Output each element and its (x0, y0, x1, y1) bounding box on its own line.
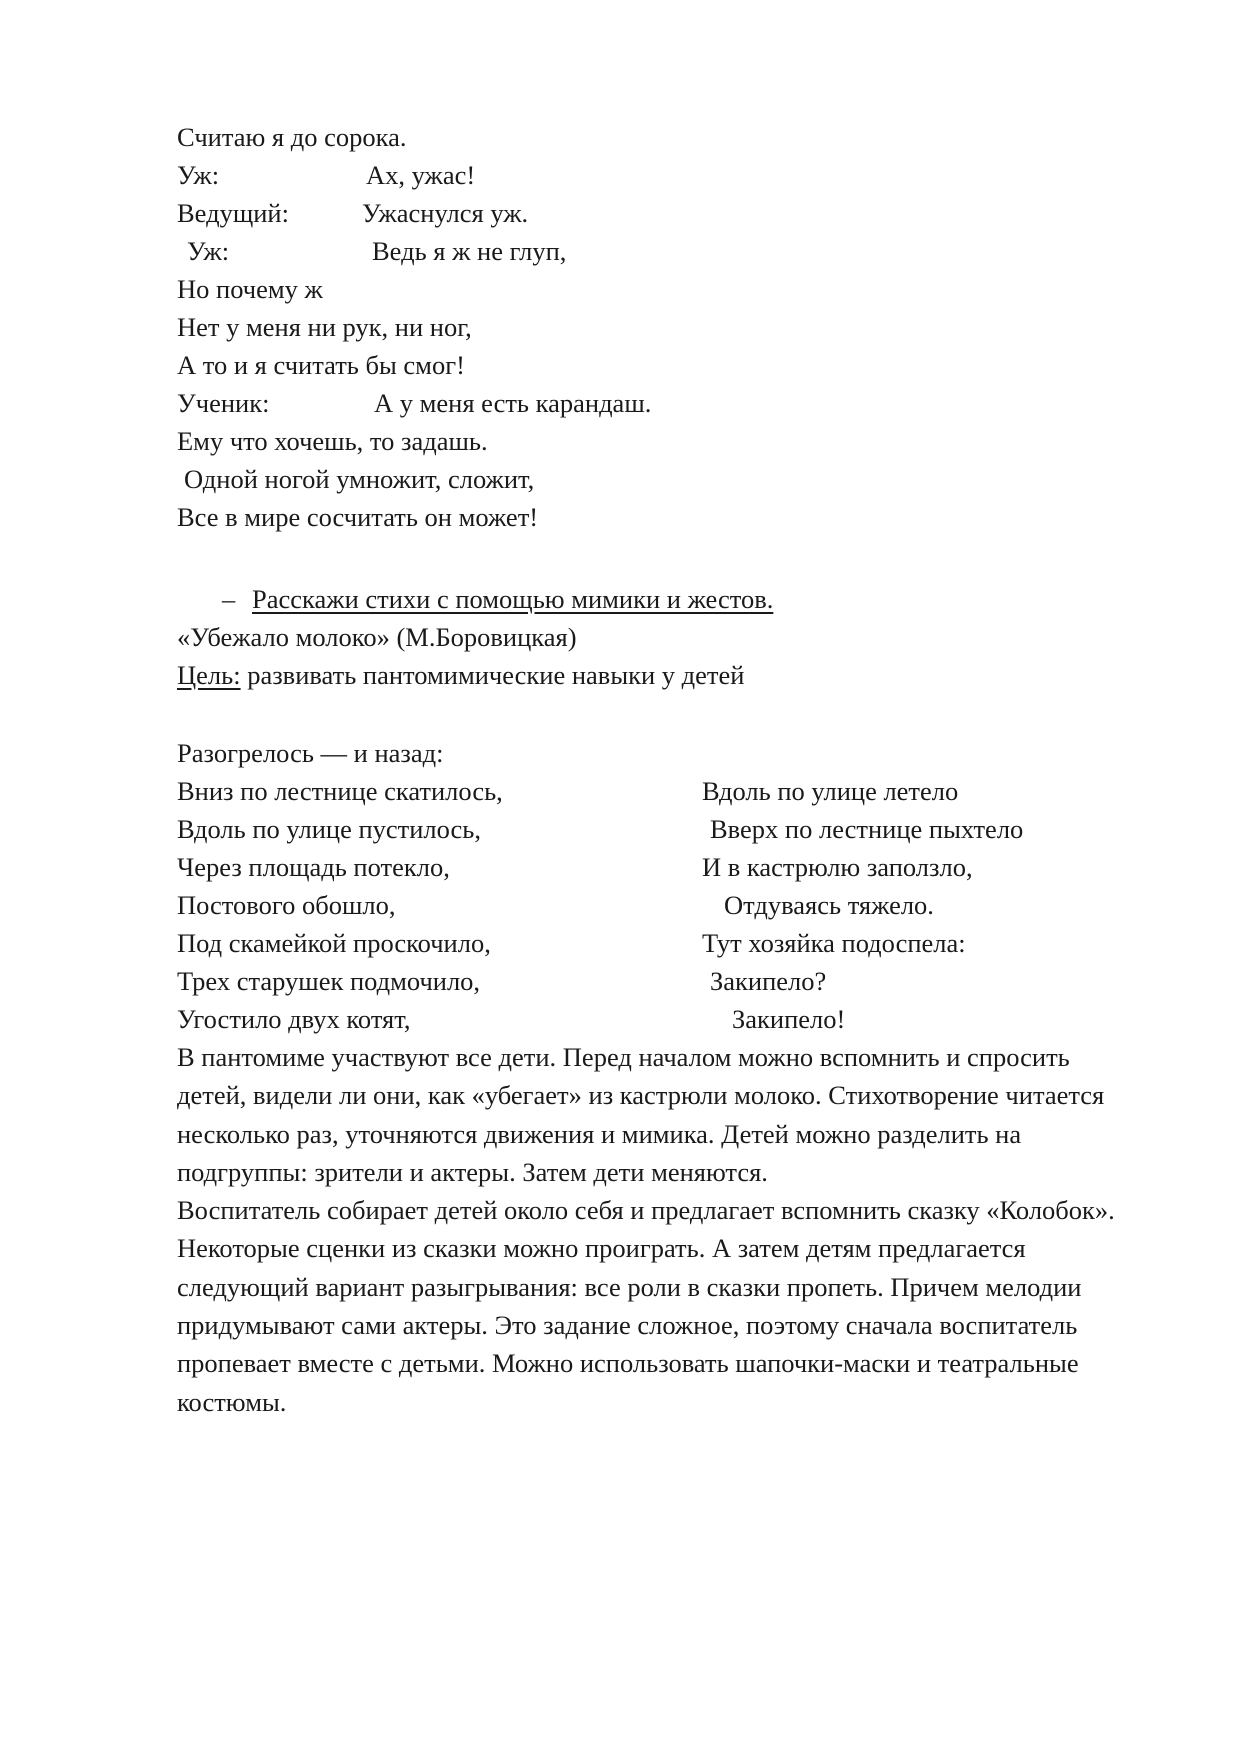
goal-label: Цель: (177, 660, 241, 690)
dialogue-line: Ему что хочешь, то задашь. (177, 426, 488, 456)
poem-right-line: Отдуваясь тяжело. (724, 890, 934, 920)
poem-right-line: Тут хозяйка подоспела: (702, 928, 966, 958)
poem-left-line: Через площадь потекло, (177, 852, 450, 882)
dialogue-speaker: Ученик: (177, 388, 270, 418)
poem-first-line: Разогрелось — и назад: (177, 738, 444, 768)
dialogue-line: Ах, ужас! (366, 160, 476, 190)
poem-left-line: Угостило двух котят, (177, 1004, 411, 1034)
dialogue-line: А то и я считать бы смог! (177, 350, 465, 380)
poem-left-line: Вдоль по улице пустилось, (177, 814, 482, 844)
body-text (177, 1038, 1137, 1421)
poem-left-line: Трех старушек подмочило, (177, 966, 481, 996)
poem-left-line: Вниз по лестнице скатилось, (177, 776, 503, 806)
poem-title: «Убежало молоко» (М.Боровицкая) (177, 622, 577, 652)
dialogue-line: Все в мире сосчитать он может! (177, 502, 539, 532)
dialogue-line: Нет у меня ни рук, ни ног, (177, 312, 472, 342)
poem-right-line: И в кастрюлю заползло, (702, 852, 973, 882)
exercise-heading: Расскажи стихи с помощью мимики и жестов. (252, 584, 774, 614)
paragraph: Воспитатель собирает детей около себя и предлагает вспомнить сказку «Колобок». Некоторые сценки из сказки можно проиграть. А затем детям предлагается следующий вариант разыгрывания: все роли в сказки пропеть. Причем мелодии придумывают сами актеры. Это задание сложное, поэтому сначала воспитатель пропевает вместе с детьми. Можно использовать шапочки-маски и театральные костюмы. (177, 1195, 1115, 1417)
dialogue-line: Ужаснулся уж. (362, 198, 529, 228)
dialogue-speaker: Уж: (187, 236, 230, 266)
list-dash: – (222, 584, 236, 614)
poem-left-line: Под скамейкой проскочило, (177, 928, 491, 958)
poem-left-line: Постового обошло, (177, 890, 396, 920)
paragraph: В пантомиме участвуют все дети. Перед началом можно вспомнить и спросить детей, видели ли они, как «убегает» из кастрюли молоко. Стихотворение читается несколько раз, уточняются движения и мимика. Детей можно разделить на подгруппы: зрители и актеры. Затем дети меняются. (177, 1042, 1105, 1187)
dialogue-line: Одной ногой умножит, сложит, (184, 464, 535, 494)
dialogue-speaker: Уж: (177, 160, 220, 190)
goal-text: развивать пантомимические навыки у детей (240, 660, 745, 690)
dialogue-line: Но почему ж (177, 274, 323, 304)
dialogue-line: Ведь я ж не глуп, (372, 236, 567, 266)
poem-right-line: Вверх по лестнице пыхтело (710, 814, 1024, 844)
poem-right-line: Закипело? (710, 966, 827, 996)
poem-right-line: Вдоль по улице летело (702, 776, 959, 806)
dialogue-speaker: Ведущий: (177, 198, 289, 228)
poem-right-line: Закипело! (732, 1004, 846, 1034)
dialogue-line: А у меня есть карандаш. (374, 388, 652, 418)
goal-line (177, 656, 744, 694)
dialogue-line: Считаю я до сорока. (177, 122, 407, 152)
